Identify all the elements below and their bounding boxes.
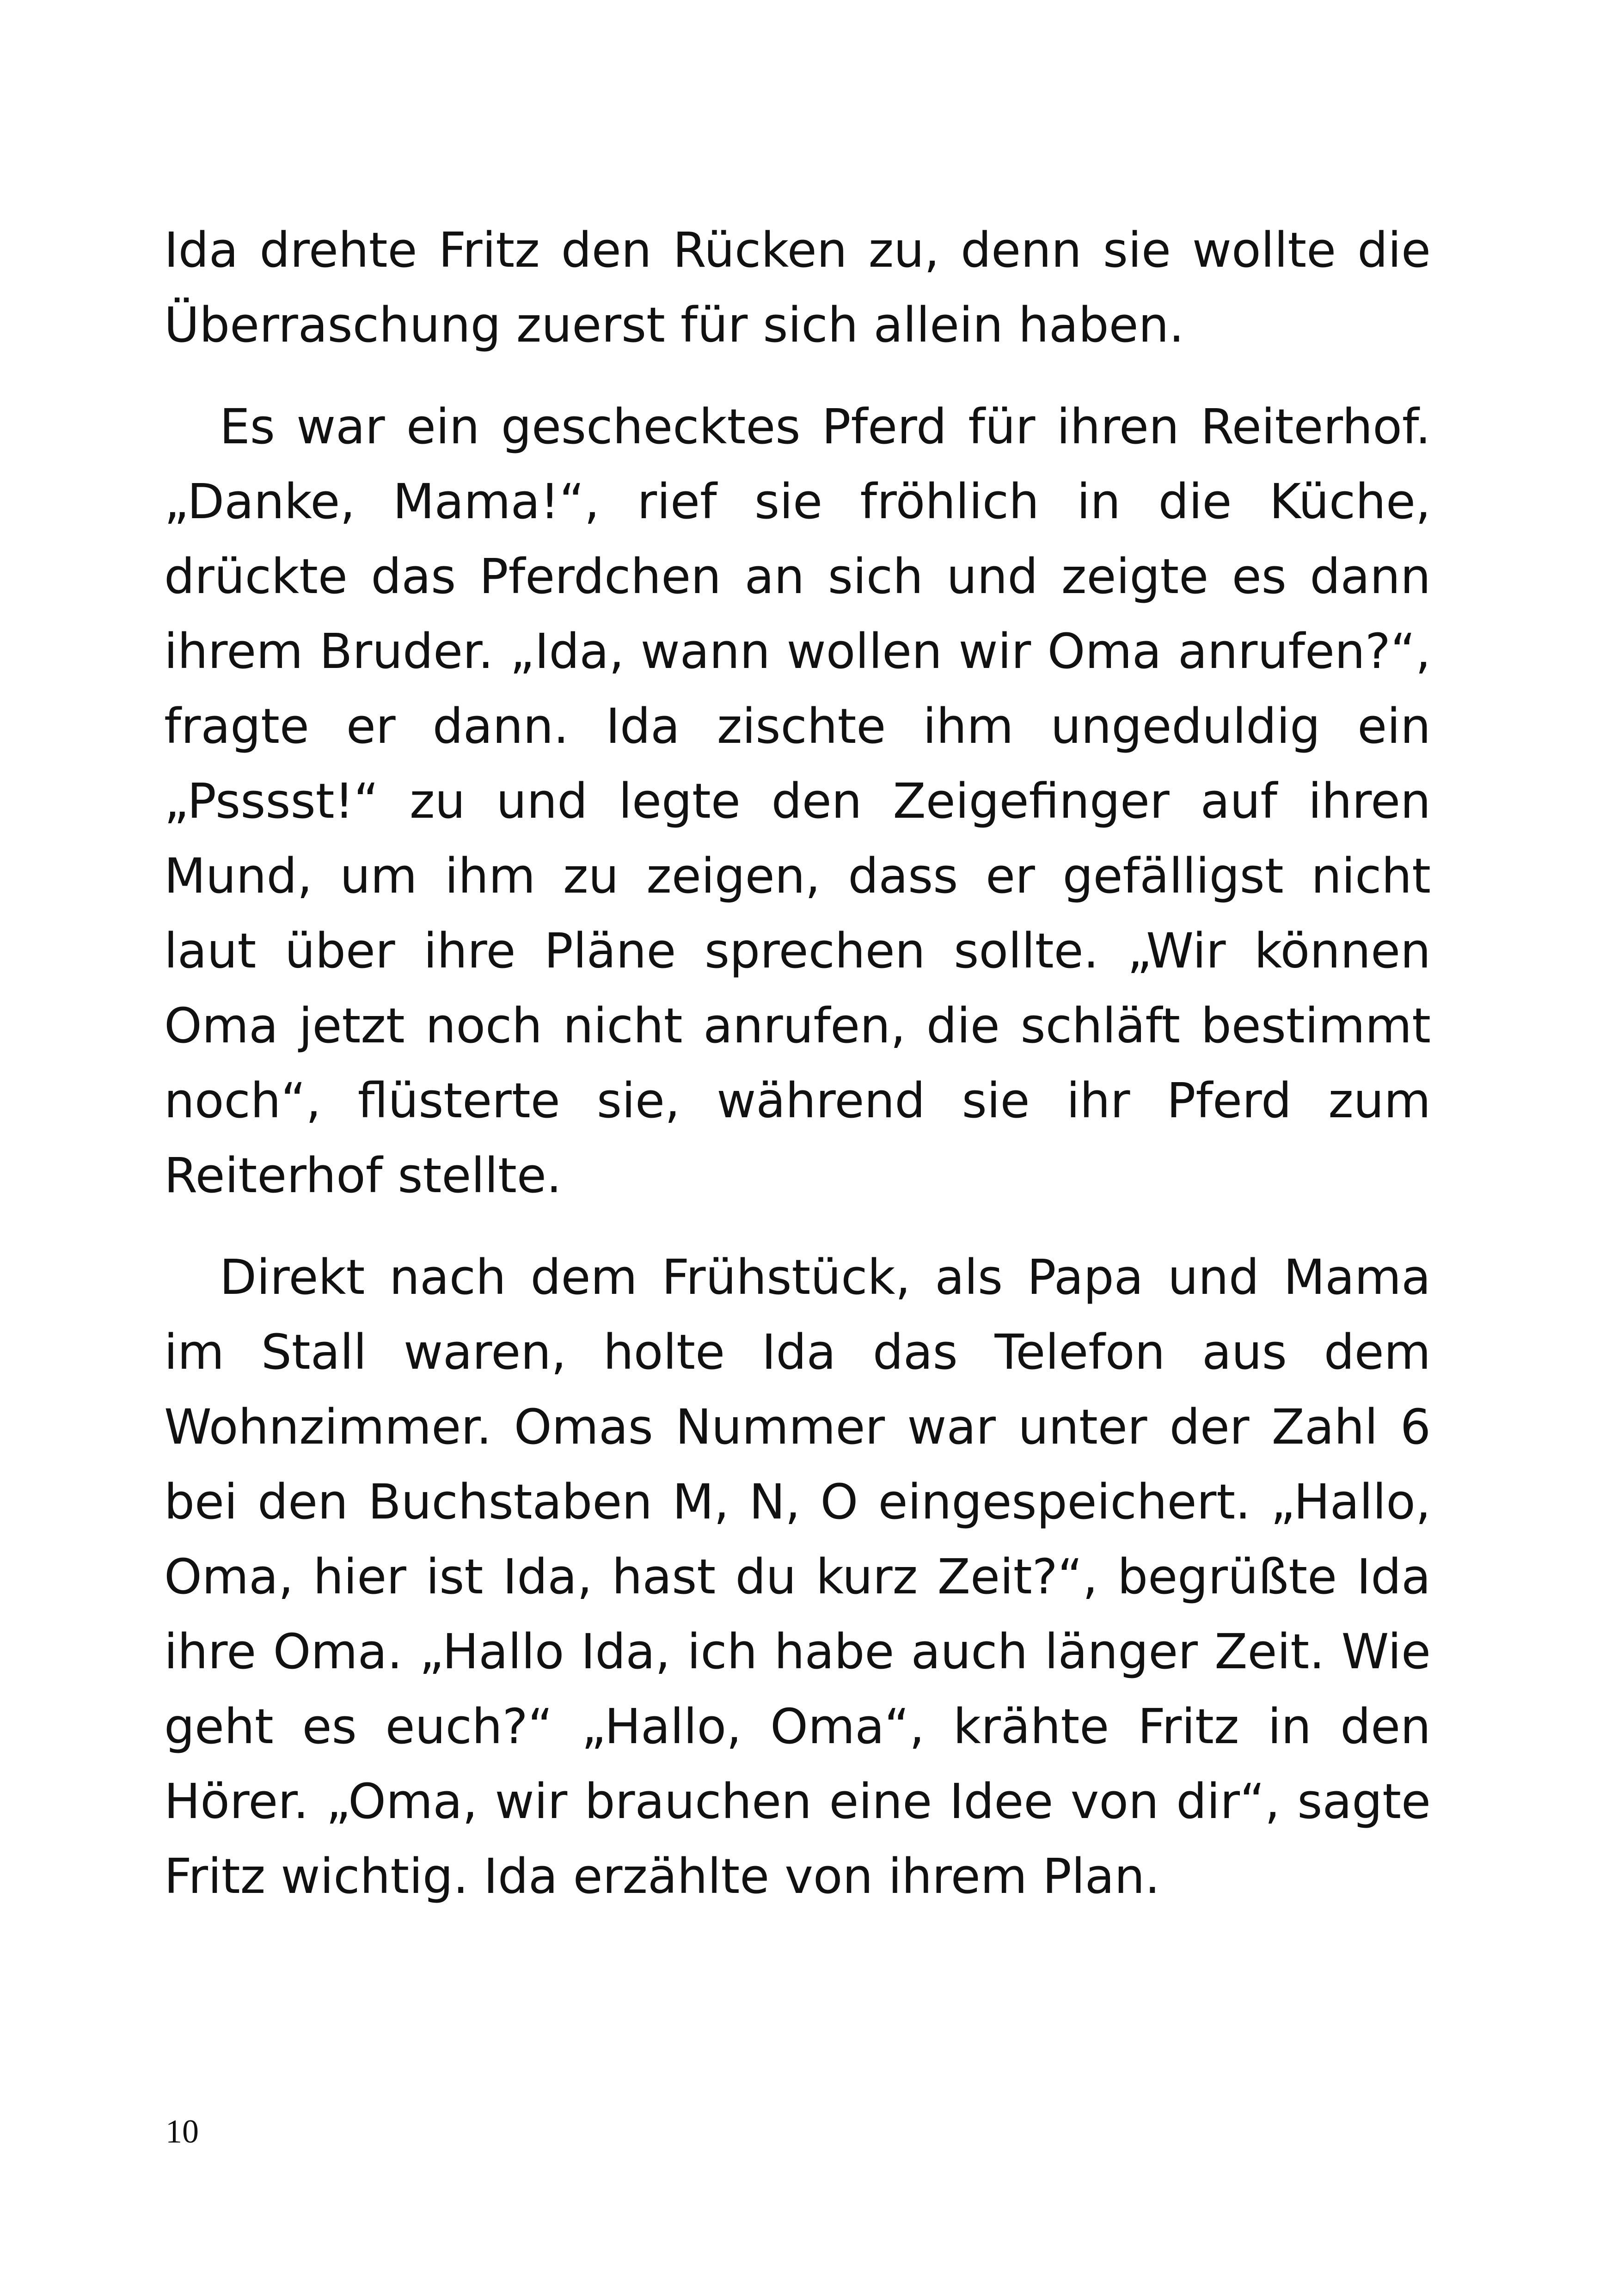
page-number: 10 — [165, 2113, 199, 2150]
body-text — [164, 213, 1431, 1941]
paragraph-1: Ida drehte Fritz den Rücken zu, denn sie wollte die Überraschung zuerst für sich allein haben. — [164, 222, 1431, 353]
paragraph-2: Es war ein geschecktes Pferd für ihren Reiterhof. „Danke, Mama!“, rief sie fröhlich in die Küche, drückte das Pferdchen an sich und zeigte es dann ihrem Bruder. „Ida, wann wollen wir Oma anrufen?“, fragte er dann. Ida zischte ihm ungeduldig ein „Psssst!“ zu und legte den Zeigefinger auf ihren Mund, um ihm zu zeigen, dass er gefälligst nicht laut über ihre Pläne sprechen sollte. „Wir können Oma jetzt noch nicht anrufen, die schläft bestimmt noch“, flüsterte sie, während sie ihr Pferd zum Reiterhof stellte. — [164, 398, 1431, 1204]
paragraph-3: Direkt nach dem Frühstück, als Papa und Mama im Stall waren, holte Ida das Telefon aus dem Wohnzimmer. Omas Nummer war unter der Zahl 6 bei den Buchstaben M, N, O eingespeichert. „Hallo, Oma, hier ist Ida, hast du kurz Zeit?“, begrüßte Ida ihre Oma. „Hallo Ida, ich habe auch länger Zeit. Wie geht es euch?“ „Hallo, Oma“, krähte Fritz in den Hörer. „Oma, wir brauchen eine Idee von dir“, sagte Fritz wichtig. Ida erzählte von ihrem Plan. — [164, 1249, 1431, 1904]
